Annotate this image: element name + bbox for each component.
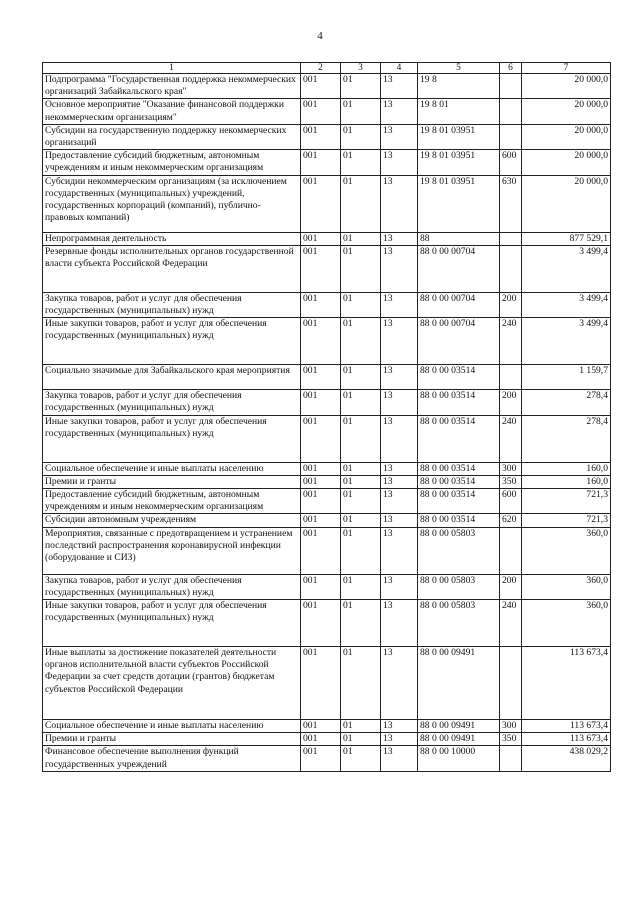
expense-name-cell: Социально значимые для Забайкальского края мероприятия [43,365,301,390]
expense-type-code-cell [500,746,522,771]
ministry-code-cell: 001 [301,415,341,462]
section-code-cell: 01 [341,415,381,462]
subsection-code-cell: 13 [381,245,418,292]
expense-name-cell: Социальное обеспечение и иные выплаты населению [43,462,301,475]
ministry-code-cell: 001 [301,462,341,475]
section-code-cell: 01 [341,720,381,733]
target-item-code-cell: 19 8 01 [418,99,500,124]
table-row [43,720,611,733]
expense-name-cell: Предоставление субсидий бюджетным, автономным учреждениям и иным некоммерческим организациям [43,150,301,175]
table-row [43,99,611,124]
ministry-code-cell: 001 [301,574,341,599]
expense-type-code-cell: 240 [500,600,522,647]
header-cell: 2 [301,63,341,74]
amount-cell: 20 000,0 [522,150,611,175]
expense-type-code-cell: 600 [500,489,522,514]
expense-type-code-cell [500,647,522,720]
subsection-code-cell: 13 [381,647,418,720]
target-item-code-cell: 88 0 00 05803 [418,574,500,599]
subsection-code-cell: 13 [381,318,418,365]
expense-name-cell: Премии и гранты [43,475,301,488]
table-row [43,514,611,527]
target-item-code-cell: 88 0 00 10000 [418,746,500,771]
target-item-code-cell: 88 0 00 03514 [418,514,500,527]
section-code-cell: 01 [341,292,381,317]
expense-name-cell: Иные закупки товаров, работ и услуг для обеспечения государственных (муниципальных) нужд [43,318,301,365]
target-item-code-cell: 88 0 00 00704 [418,245,500,292]
subsection-code-cell: 13 [381,462,418,475]
expense-name-cell: Резервные фонды исполнительных органов государственной власти субъекта Российской Федерации [43,245,301,292]
expense-type-code-cell: 240 [500,415,522,462]
table-row [43,175,611,232]
ministry-code-cell: 001 [301,292,341,317]
target-item-code-cell: 88 0 00 09491 [418,733,500,746]
expense-name-cell: Субсидии автономным учреждениям [43,514,301,527]
section-code-cell: 01 [341,489,381,514]
table-row [43,462,611,475]
target-item-code-cell: 88 0 00 03514 [418,365,500,390]
section-code-cell: 01 [341,475,381,488]
subsection-code-cell: 13 [381,74,418,99]
ministry-code-cell: 001 [301,175,341,232]
target-item-code-cell: 88 0 00 05803 [418,527,500,574]
header-cell: 1 [43,63,301,74]
amount-cell: 3 499,4 [522,318,611,365]
table-row [43,365,611,390]
target-item-code-cell: 19 8 01 03951 [418,150,500,175]
table-row [43,475,611,488]
target-item-code-cell: 88 0 00 00704 [418,292,500,317]
table-row [43,245,611,292]
section-code-cell: 01 [341,390,381,415]
ministry-code-cell: 001 [301,746,341,771]
expense-type-code-cell: 200 [500,574,522,599]
target-item-code-cell: 88 0 00 03514 [418,390,500,415]
amount-cell: 721,3 [522,489,611,514]
table-row [43,647,611,720]
ministry-code-cell: 001 [301,600,341,647]
section-code-cell: 01 [341,574,381,599]
expense-name-cell: Иные закупки товаров, работ и услуг для обеспечения государственных (муниципальных) нужд [43,415,301,462]
expense-type-code-cell: 300 [500,720,522,733]
amount-cell: 160,0 [522,475,611,488]
header-cell: 7 [522,63,611,74]
subsection-code-cell: 13 [381,600,418,647]
target-item-code-cell: 88 0 00 09491 [418,647,500,720]
amount-cell: 360,0 [522,574,611,599]
page-number: 4 [317,30,323,42]
ministry-code-cell: 001 [301,365,341,390]
expense-type-code-cell: 600 [500,150,522,175]
ministry-code-cell: 001 [301,232,341,245]
expense-type-code-cell [500,124,522,149]
expense-type-code-cell: 240 [500,318,522,365]
amount-cell: 113 673,4 [522,720,611,733]
ministry-code-cell: 001 [301,475,341,488]
target-item-code-cell: 88 0 00 03514 [418,489,500,514]
expense-name-cell: Премии и гранты [43,733,301,746]
target-item-code-cell: 88 0 00 05803 [418,600,500,647]
header-cell: 5 [418,63,500,74]
subsection-code-cell: 13 [381,527,418,574]
expense-type-code-cell: 350 [500,475,522,488]
subsection-code-cell: 13 [381,415,418,462]
table-row [43,733,611,746]
table-row [43,527,611,574]
ministry-code-cell: 001 [301,489,341,514]
amount-cell: 3 499,4 [522,292,611,317]
amount-cell: 113 673,4 [522,647,611,720]
expense-type-code-cell [500,232,522,245]
table-row [43,74,611,99]
expense-name-cell: Мероприятия, связанные с предотвращением и устранением последствий распространения коронавирусной инфекции (оборудование и СИЗ) [43,527,301,574]
expense-name-cell: Финансовое обеспечение выполнения функций государственных учреждений [43,746,301,771]
amount-cell: 721,3 [522,514,611,527]
section-code-cell: 01 [341,733,381,746]
table-row [43,292,611,317]
subsection-code-cell: 13 [381,124,418,149]
section-code-cell: 01 [341,74,381,99]
amount-cell: 360,0 [522,527,611,574]
expense-name-cell: Закупка товаров, работ и услуг для обеспечения государственных (муниципальных) нужд [43,390,301,415]
expense-type-code-cell [500,99,522,124]
section-code-cell: 01 [341,150,381,175]
target-item-code-cell: 88 [418,232,500,245]
expense-name-cell: Субсидии некоммерческим организациям (за исключением государственных (муниципальных) учреждений, государственных корпораций (компаний), публично-правовых компаний) [43,175,301,232]
section-code-cell: 01 [341,647,381,720]
subsection-code-cell: 13 [381,733,418,746]
expense-name-cell: Основное мероприятие "Оказание финансовой поддержки некоммерческим организациям" [43,99,301,124]
expense-type-code-cell [500,365,522,390]
expense-type-code-cell: 620 [500,514,522,527]
amount-cell: 278,4 [522,415,611,462]
subsection-code-cell: 13 [381,746,418,771]
amount-cell: 1 159,7 [522,365,611,390]
amount-cell: 113 673,4 [522,733,611,746]
subsection-code-cell: 13 [381,475,418,488]
expense-name-cell: Подпрограмма "Государственная поддержка некоммерческих организаций Забайкальского края" [43,74,301,99]
section-code-cell: 01 [341,318,381,365]
subsection-code-cell: 13 [381,514,418,527]
budget-table [42,62,611,772]
expense-name-cell: Иные выплаты за достижение показателей деятельности органов исполнительной власти субъектов Российской Федерации за счет средств дотации (грантов) бюджетам субъектов Российской Федерации [43,647,301,720]
expense-name-cell: Закупка товаров, работ и услуг для обеспечения государственных (муниципальных) нужд [43,292,301,317]
section-code-cell: 01 [341,232,381,245]
table-row [43,318,611,365]
table-row [43,150,611,175]
section-code-cell: 01 [341,527,381,574]
section-code-cell: 01 [341,365,381,390]
ministry-code-cell: 001 [301,318,341,365]
expense-name-cell: Субсидии на государственную поддержку некоммерческих организаций [43,124,301,149]
expense-name-cell: Закупка товаров, работ и услуг для обеспечения государственных (муниципальных) нужд [43,574,301,599]
amount-cell: 20 000,0 [522,99,611,124]
section-code-cell: 01 [341,99,381,124]
subsection-code-cell: 13 [381,292,418,317]
ministry-code-cell: 001 [301,720,341,733]
expense-type-code-cell: 350 [500,733,522,746]
ministry-code-cell: 001 [301,99,341,124]
expense-type-code-cell: 300 [500,462,522,475]
expense-type-code-cell [500,74,522,99]
target-item-code-cell: 88 0 00 03514 [418,462,500,475]
target-item-code-cell: 19 8 01 03951 [418,175,500,232]
amount-cell: 3 499,4 [522,245,611,292]
target-item-code-cell: 88 0 00 09491 [418,720,500,733]
ministry-code-cell: 001 [301,733,341,746]
expense-type-code-cell: 630 [500,175,522,232]
section-code-cell: 01 [341,124,381,149]
header-row [43,63,611,74]
header-cell: 3 [341,63,381,74]
table-row [43,390,611,415]
section-code-cell: 01 [341,600,381,647]
target-item-code-cell: 88 0 00 00704 [418,318,500,365]
table-row [43,600,611,647]
header-cell: 4 [381,63,418,74]
expense-type-code-cell [500,527,522,574]
amount-cell: 360,0 [522,600,611,647]
ministry-code-cell: 001 [301,150,341,175]
amount-cell: 20 000,0 [522,124,611,149]
amount-cell: 160,0 [522,462,611,475]
table-row [43,124,611,149]
table-row [43,489,611,514]
subsection-code-cell: 13 [381,99,418,124]
section-code-cell: 01 [341,462,381,475]
ministry-code-cell: 001 [301,74,341,99]
table-row [43,574,611,599]
table-row [43,232,611,245]
expense-type-code-cell: 200 [500,390,522,415]
expense-name-cell: Иные закупки товаров, работ и услуг для обеспечения государственных (муниципальных) нужд [43,600,301,647]
ministry-code-cell: 001 [301,390,341,415]
expense-type-code-cell [500,245,522,292]
target-item-code-cell: 19 8 [418,74,500,99]
subsection-code-cell: 13 [381,720,418,733]
section-code-cell: 01 [341,514,381,527]
subsection-code-cell: 13 [381,150,418,175]
section-code-cell: 01 [341,245,381,292]
target-item-code-cell: 88 0 00 03514 [418,415,500,462]
expense-type-code-cell: 200 [500,292,522,317]
ministry-code-cell: 001 [301,245,341,292]
subsection-code-cell: 13 [381,365,418,390]
subsection-code-cell: 13 [381,175,418,232]
subsection-code-cell: 13 [381,489,418,514]
section-code-cell: 01 [341,175,381,232]
table-row [43,415,611,462]
ministry-code-cell: 001 [301,124,341,149]
amount-cell: 278,4 [522,390,611,415]
amount-cell: 20 000,0 [522,74,611,99]
subsection-code-cell: 13 [381,390,418,415]
target-item-code-cell: 88 0 00 03514 [418,475,500,488]
amount-cell: 438 029,2 [522,746,611,771]
expense-name-cell: Социальное обеспечение и иные выплаты населению [43,720,301,733]
section-code-cell: 01 [341,746,381,771]
subsection-code-cell: 13 [381,574,418,599]
amount-cell: 20 000,0 [522,175,611,232]
ministry-code-cell: 001 [301,647,341,720]
header-cell: 6 [500,63,522,74]
target-item-code-cell: 19 8 01 03951 [418,124,500,149]
expense-name-cell: Непрограммная деятельность [43,232,301,245]
subsection-code-cell: 13 [381,232,418,245]
ministry-code-cell: 001 [301,514,341,527]
expense-name-cell: Предоставление субсидий бюджетным, автономным учреждениям и иным некоммерческим организациям [43,489,301,514]
ministry-code-cell: 001 [301,527,341,574]
amount-cell: 877 529,1 [522,232,611,245]
table-row [43,746,611,771]
